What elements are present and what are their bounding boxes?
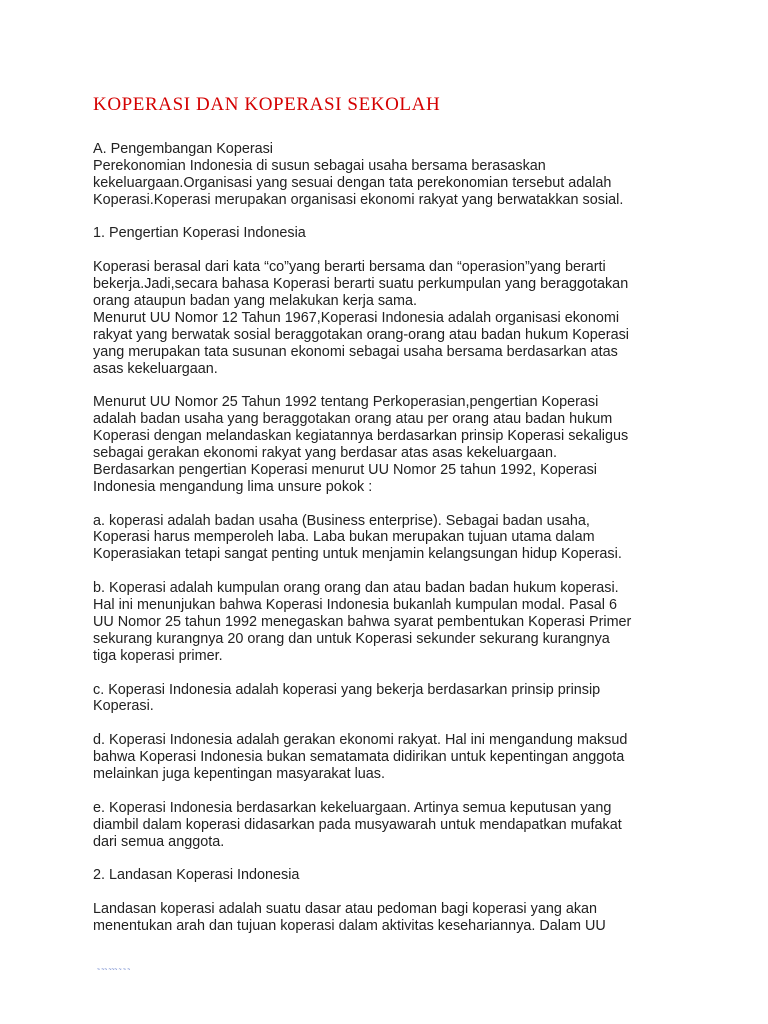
paragraph — [93, 867, 713, 884]
text-line: rakyat yang berwatak sosial beraggotakan orang-orang atau badan hukum Koperasi — [93, 326, 629, 343]
text-line: Menurut UU Nomor 25 Tahun 1992 tentang Perkoperasian,pengertian Koperasi — [93, 394, 599, 411]
paragraph — [93, 513, 713, 564]
text-line: dari semua anggota. — [93, 833, 225, 850]
text-line: c. Koperasi Indonesia adalah koperasi yang bekerja berdasarkan prinsip prinsip — [93, 681, 601, 698]
text-line: a. koperasi adalah badan usaha (Business enterprise). Sebagai badan usaha, — [93, 512, 590, 529]
document-title: KOPERASI DAN KOPERASI SEKOLAH — [93, 94, 441, 115]
paragraph-gap — [93, 850, 713, 867]
text-line: Indonesia mengandung lima unsure pokok : — [93, 478, 373, 495]
text-line: Menurut UU Nomor 12 Tahun 1967,Koperasi Indonesia adalah organisasi ekonomi — [93, 309, 620, 326]
text-line: A. Pengembangan Koperasi — [93, 141, 274, 157]
text-line: bahwa Koperasi Indonesia bukan sematamata didirikan untuk kepentingan anggota — [93, 749, 625, 766]
text-line: d. Koperasi Indonesia adalah gerakan ekonomi rakyat. Hal ini mengandung maksud — [93, 732, 628, 749]
paragraph — [93, 141, 713, 209]
text-line: Koperasi harus memperoleh laba. Laba bukan merupakan tujuan utama dalam — [93, 529, 595, 546]
paragraph — [93, 394, 713, 495]
text-line: Perekonomian Indonesia di susun sebagai usaha bersama berasaskan — [93, 157, 546, 174]
text-line: orang ataupun badan yang melakukan kerja sama. — [93, 293, 418, 310]
paragraph — [93, 259, 713, 377]
paragraph — [93, 580, 713, 664]
text-line: Landasan koperasi adalah suatu dasar atau pedoman bagi koperasi yang akan — [93, 901, 598, 918]
paragraph-gap — [93, 496, 713, 513]
text-line: bekerja.Jadi,secara bahasa Koperasi berarti suatu perkumpulan yang beraggotakan — [93, 276, 629, 293]
text-line: menentukan arah dan tujuan koperasi dalam aktivitas kesehariannya. Dalam UU — [93, 917, 606, 934]
document-body — [93, 141, 713, 935]
text-line: kekeluargaan.Organisasi yang sesuai dengan tata perekonomian tersebut adalah — [93, 174, 612, 191]
paragraph-gap — [93, 715, 713, 732]
text-line: Koperasi. — [93, 698, 154, 715]
text-line: melainkan juga kepentingan masyarakat luas. — [93, 765, 385, 782]
text-line: adalah badan usaha yang beraggotakan orang atau per orang atau badan hukum — [93, 411, 613, 428]
text-line: 2. Landasan Koperasi Indonesia — [93, 867, 300, 884]
paragraph — [93, 800, 713, 851]
text-line: b. Koperasi adalah kumpulan orang orang dan atau badan badan hukum koperasi. — [93, 580, 619, 597]
text-line: sebagai gerakan ekonomi rakyat yang berdasar atas asas kekeluargaan. — [93, 445, 557, 462]
paragraph-gap — [93, 563, 713, 580]
paragraph-gap — [93, 242, 713, 259]
paragraph-gap — [93, 884, 713, 901]
paragraph — [93, 732, 713, 783]
text-line: UU Nomor 25 tahun 1992 menegaskan bahwa syarat pembentukan Koperasi Primer — [93, 613, 632, 630]
footer-watermark: ~ ~~ ~~~ ~ ~ ~ — [97, 967, 131, 973]
paragraph-gap — [93, 783, 713, 800]
text-line: Koperasi berasal dari kata “co”yang berarti bersama dan “operasion”yang berarti — [93, 259, 606, 276]
paragraph — [93, 901, 713, 935]
paragraph-gap — [93, 665, 713, 682]
paragraph — [93, 682, 713, 716]
paragraph-gap — [93, 377, 713, 394]
text-line: Koperasi dengan melandaskan kegiatannya berdasarkan prinsip Koperasi sekaligus — [93, 428, 629, 445]
text-line: Berdasarkan pengertian Koperasi menurut UU Nomor 25 tahun 1992, Koperasi — [93, 461, 597, 478]
text-line: asas kekeluargaan. — [93, 360, 218, 377]
text-line: yang merupakan tata susunan ekonomi sebagai usaha bersama berdasarkan atas — [93, 343, 618, 360]
paragraph — [93, 225, 713, 242]
text-line: Koperasi.Koperasi merupakan organisasi ekonomi rakyat yang berwatakkan sosial. — [93, 191, 624, 208]
text-line: Hal ini menunjukan bahwa Koperasi Indonesia bukanlah kumpulan modal. Pasal 6 — [93, 597, 617, 614]
text-line: 1. Pengertian Koperasi Indonesia — [93, 225, 306, 242]
text-line: e. Koperasi Indonesia berdasarkan kekeluargaan. Artinya semua keputusan yang — [93, 799, 612, 816]
text-line: diambil dalam koperasi didasarkan pada musyawarah untuk mendapatkan mufakat — [93, 816, 622, 833]
text-line: Koperasiakan tetapi sangat penting untuk menjamin kelangsungan hidup Koperasi. — [93, 546, 622, 563]
text-line: sekurang kurangnya 20 orang dan untuk Koperasi sekunder sekurang kurangnya — [93, 630, 610, 647]
paragraph-gap — [93, 209, 713, 226]
text-line: tiga koperasi primer. — [93, 647, 223, 664]
